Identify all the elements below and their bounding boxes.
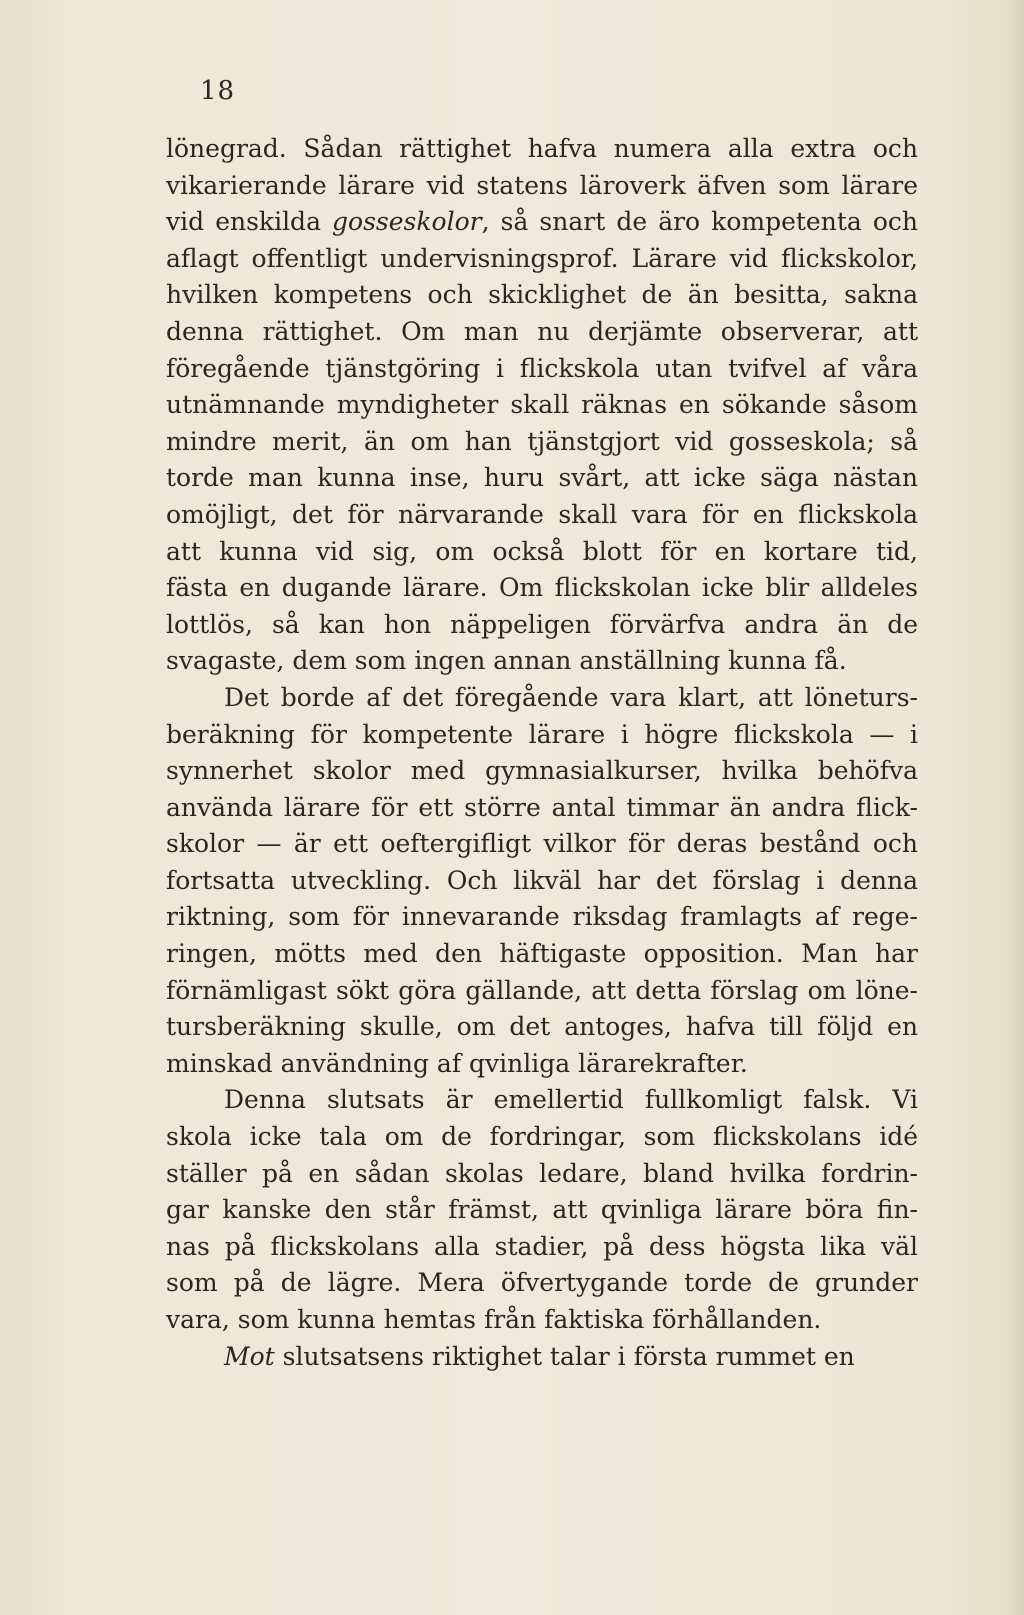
italic-word: Mot [224, 1341, 275, 1371]
page-edge-shadow [1006, 0, 1024, 1615]
text-line: mindre merit, än om han tjänstgjort vid gosseskola; så [166, 426, 918, 456]
paragraph [166, 680, 918, 1083]
text-line: aflagt offentligt undervisningsprof. Lärare vid flickskolor, [166, 243, 918, 273]
text-line: föregående tjänstgöring i flickskola utan tvifvel af våra [166, 353, 918, 383]
paragraph [166, 1082, 918, 1338]
text-line: skola icke tala om de fordringar, som flickskolans idé [166, 1122, 918, 1152]
italic-word: gosseskolor [332, 207, 482, 237]
text-line: lönegrad. Sådan rättighet hafva numera alla extra och [166, 134, 918, 163]
text-line: vara, som kunna hemtas från faktiska förhållanden. [166, 1305, 822, 1334]
text-line: vikarierande lärare vid statens läroverk äfven som lärare [166, 170, 918, 200]
text-line: lottlös, så kan hon näppeligen förvärfva andra än de [166, 609, 918, 639]
text-line: svagaste, dem som ingen annan anställning kunna få. [166, 646, 847, 676]
text-line: fästa en dugande lärare. Om flickskolan icke blir alldeles [166, 573, 918, 603]
text-line: använda lärare för ett större antal timmar än andra flick- [166, 792, 918, 822]
text-line: beräkning för kompetente lärare i högre flickskola — i [166, 719, 918, 749]
text-line: Denna slutsats är emellertid fullkomligt falsk. Vi [224, 1085, 918, 1115]
text-line: torde man kunna inse, huru svårt, att icke säga nästan [166, 463, 918, 493]
text-line: tursberäkning skulle, om det antoges, hafva till följd en [166, 1012, 918, 1042]
text-line: utnämnande myndigheter skall räknas en sökande såsom [166, 390, 918, 420]
text-line: vid enskilda gosseskolor, så snart de äro kompetenta och [166, 207, 918, 237]
text-line: riktning, som för innevarande riksdag framlagts af rege- [166, 902, 918, 932]
text-line: fortsatta utveckling. Och likväl har det förslag i denna [166, 865, 918, 895]
text-line: denna rättighet. Om man nu derjämte observerar, att [166, 316, 918, 346]
text-line: ställer på en sådan skolas ledare, bland hvilka fordrin- [166, 1158, 918, 1188]
text-line: hvilken kompetens och skicklighet de än besitta, sakna [166, 280, 918, 310]
text-line: gar kanske den står främst, att qvinliga lärare böra fin- [166, 1195, 918, 1225]
body-text [166, 131, 918, 1375]
text-line: synnerhet skolor med gymnasialkurser, hvilka behöfva [166, 756, 918, 786]
text-line: Det borde af det föregående vara klart, att löneturs- [224, 682, 918, 712]
paragraph [166, 131, 918, 680]
text-line: Mot slutsatsens riktighet talar i första rummet en [224, 1341, 855, 1371]
paragraph [166, 1339, 918, 1376]
text-line: skolor — är ett oeftergifligt vilkor för deras bestånd och [166, 829, 918, 859]
text-line: nas på flickskolans alla stadier, på dess högsta lika väl [166, 1231, 918, 1261]
text-line: att kunna vid sig, om också blott för en kortare tid, [166, 536, 918, 566]
text-line: ringen, mötts med den häftigaste opposition. Man har [166, 939, 918, 969]
page-number: 18 [200, 76, 236, 106]
text-line: omöjligt, det för närvarande skall vara för en flickskola [166, 499, 918, 529]
text-line: som på de lägre. Mera öfvertygande torde de grunder [166, 1268, 918, 1298]
text-line: minskad användning af qvinliga lärarekrafter. [166, 1048, 748, 1078]
text-line: förnämligast sökt göra gällande, att detta förslag om löne- [166, 975, 918, 1005]
